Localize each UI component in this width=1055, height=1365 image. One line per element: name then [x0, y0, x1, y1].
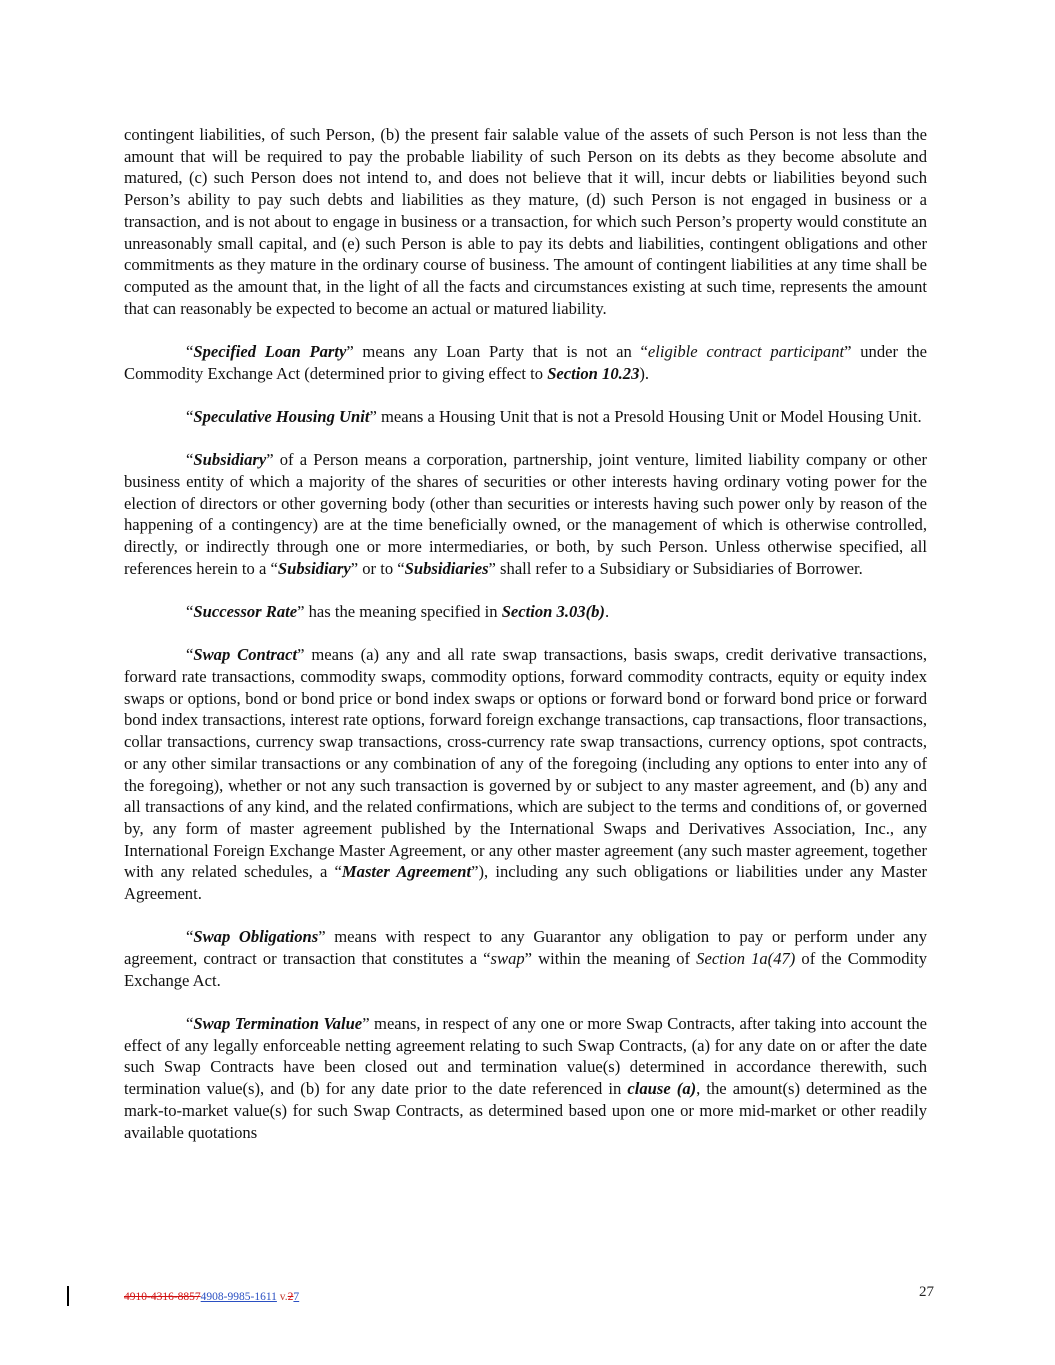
- definition-text: ).: [639, 363, 650, 383]
- definition-text: ” or to “: [350, 558, 405, 578]
- defined-term: Master Agreement: [341, 862, 472, 882]
- page-number: 27: [919, 1284, 934, 1300]
- inserted-document-id: 4908-9985-1611: [200, 1291, 277, 1303]
- defined-term: Subsidiary: [277, 558, 351, 578]
- quote-open: “: [186, 927, 194, 947]
- definition-text: ” means with respect to any Guarantor any obligation to pay or perform under any agreement, contract or transaction that constitutes a “: [124, 927, 928, 969]
- paragraph-solvent-continued: [124, 124, 927, 319]
- quote-open: “: [186, 406, 194, 426]
- document-id-footer: [124, 1291, 299, 1303]
- inserted-version: 7: [293, 1291, 300, 1303]
- section-reference: Section 1a(47): [696, 949, 796, 969]
- defined-term: Subsidiaries: [404, 558, 489, 578]
- defined-term: Speculative Housing Unit: [193, 406, 370, 426]
- section-reference: Section 10.23: [547, 363, 640, 383]
- italic-term: swap: [490, 949, 525, 969]
- quote-open: “: [186, 450, 194, 470]
- definition-text: ” means a Housing Unit that is not a Presold Housing Unit or Model Housing Unit.: [369, 406, 922, 426]
- defined-term: Subsidiary: [193, 450, 267, 470]
- definition-text: ” means, in respect of any one or more Swap Contracts, after taking into account the effect of any legally enforceable netting agreement relating to such Swap Contracts, (a) for any date on or after the date such Swap Contracts have been closed out and termination value(s) determined in accordance therewith, such termination value(s), and (b) for any date prior to the date referenced in: [124, 1014, 928, 1099]
- definition-subsidiary: [124, 449, 927, 579]
- defined-term: Swap Termination Value: [193, 1014, 363, 1034]
- defined-term: Specified Loan Party: [193, 341, 347, 361]
- defined-term: Successor Rate: [193, 602, 298, 622]
- definition-text: .: [604, 602, 610, 622]
- definition-text: ” means (a) any and all rate swap transactions, basis swaps, credit derivative transactions, forward rate transactions, commodity swaps, commodity options, forward commodity contracts, equity or equity index swaps or options, bond or bond price or bond index swaps or options or forward bond or forward bond price or forward bond index transactions, interest rate options, forward foreign exchange transactions, cap transactions, floor transactions, collar transactions, currency swap transactions, cross-currency rate swap transactions, currency options, spot contracts, or any other similar transactions or any combination of any of the foregoing (including any options to enter into any of the foregoing), whether or not any such transaction is governed by or subject to any master agreement, and (b) any and all transactions of any kind, and the related confirmations, which are subject to the terms and conditions of, or governed by, any form of master agreement published by the International Swaps and Derivatives Association, Inc., any International Foreign Exchange Master Agreement, or any other master agreement (any such master agreement, together with any related schedules, a “: [124, 645, 927, 882]
- paragraph-text: contingent liabilities, of such Person, (b) the present fair salable value of the assets of such Person is not less than the amount that will be required to pay the probable liability of such Person on its debts as they become absolute and matured, (c) such Person does not intend to, and does not believe that it will, incur debts or liabilities beyond such Person’s ability to pay such debts and liabilities as they mature, (d) such Person is not engaged in business or a transaction, and is not about to engage in business or a transaction, for which such Person’s property would constitute an unreasonably small capital, and (e) such Person is able to pay its debts and liabilities, contingent obligations and other commitments as they mature in the ordinary course of business. The amount of contingent liabilities at any time shall be computed as the amount that, in the light of all the facts and circumstances existing at such time, represents the amount that can reasonably be expected to become an actual or matured liability.: [124, 125, 927, 318]
- definition-successor-rate: [124, 601, 927, 623]
- definition-text: ” has the meaning specified in: [297, 602, 502, 622]
- definition-text: ” under the Commodity Exchange Act (determined prior to giving effect to: [124, 341, 928, 383]
- quote-open: “: [186, 1014, 194, 1034]
- definition-swap-contract: [124, 644, 927, 904]
- quote-open: “: [186, 602, 194, 622]
- defined-term: Swap Contract: [193, 645, 298, 665]
- quote-open: “: [186, 645, 194, 665]
- deleted-document-id: 4910-4316-8857: [124, 1291, 201, 1303]
- italic-term: eligible contract participant: [647, 341, 845, 361]
- definition-text: ” of a Person means a corporation, partnership, joint venture, limited liability company or other business entity of which a majority of the shares of securities or other interests having ordinary voting power for the election of directors or other governing body (other than securities or interests having such power only by reason of the happening of a contingency) are at the time beneficially owned, or the management of which is otherwise controlled, directly, or indirectly through one or more intermediaries, or both, by such Person. Unless otherwise specified, all references herein to a “: [124, 450, 927, 578]
- definition-text: ”), including any such obligations or liabilities under any Master Agreement.: [124, 862, 928, 904]
- defined-term: Swap Obligations: [193, 927, 319, 947]
- definition-text: ” within the meaning of: [524, 949, 697, 969]
- definition-text: ” shall refer to a Subsidiary or Subsidiaries of Borrower.: [488, 558, 863, 578]
- definition-text: , the amount(s) determined as the mark-to-market value(s) for such Swap Contracts, as determined based upon one or more mid-market or other readily available quotations: [124, 1079, 928, 1142]
- definition-swap-termination-value: [124, 1013, 927, 1143]
- definition-swap-obligations: [124, 926, 927, 991]
- quote-open: “: [186, 341, 194, 361]
- definition-speculative-housing-unit: [124, 406, 927, 428]
- section-reference: Section 3.03(b): [501, 602, 605, 622]
- deleted-version: 2: [287, 1291, 294, 1303]
- definition-text: of the Commodity Exchange Act.: [124, 949, 928, 990]
- version-prefix: v.: [276, 1291, 288, 1303]
- document-body: [124, 124, 927, 1165]
- change-bar: [67, 1286, 69, 1306]
- definition-specified-loan-party: [124, 341, 927, 384]
- section-reference: clause (a): [627, 1079, 697, 1099]
- definition-text: ” means any Loan Party that is not an “: [346, 341, 648, 361]
